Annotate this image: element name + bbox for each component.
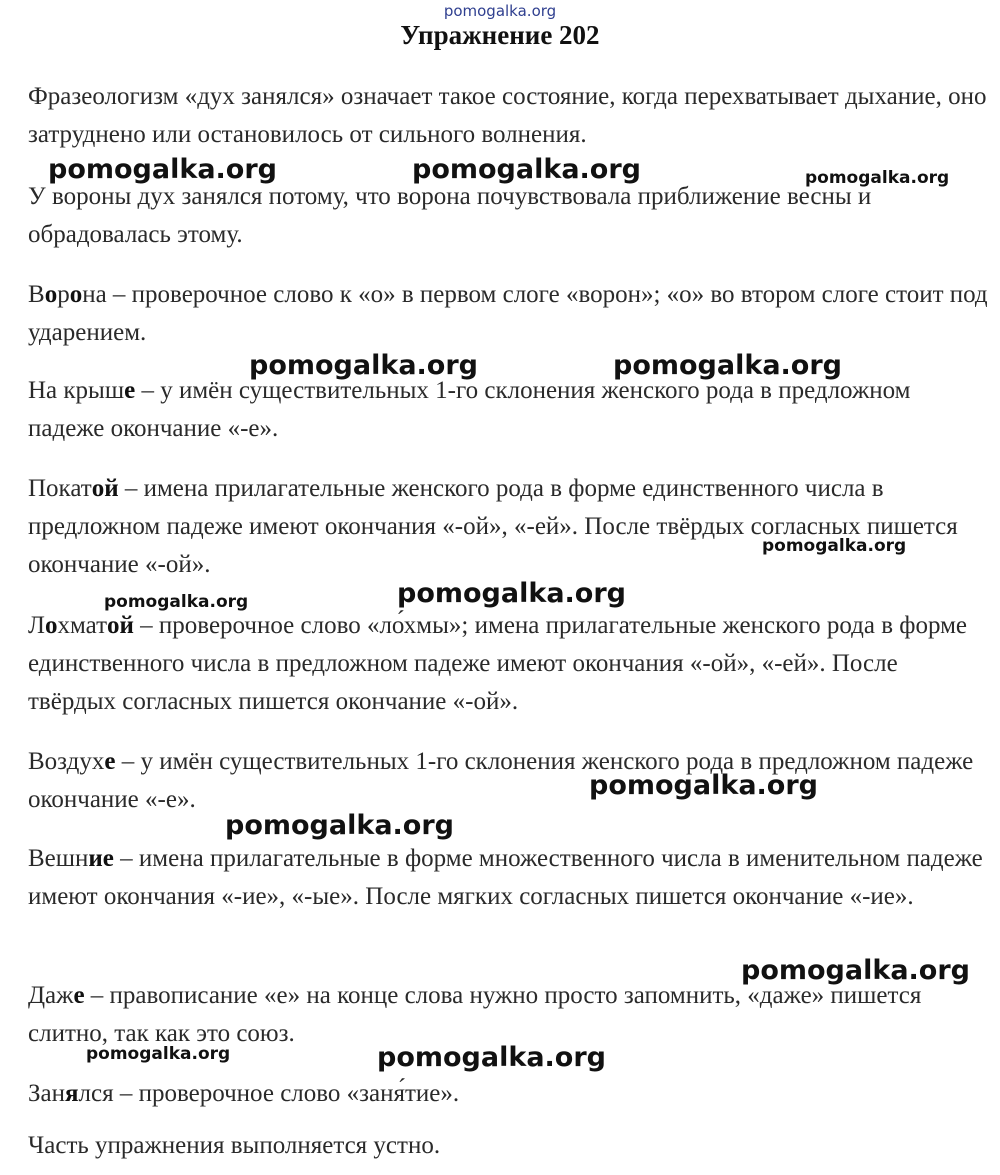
- paragraph-na-kryshe: На крыше – у имён существительных 1-го склонения женского рода в предложном падеже окончание «-е».: [28, 377, 911, 442]
- paragraph-phraseologism: Фразеологизм «дух занялся» означает такое состояние, когда перехватывает дыхание, оно затруднено или остановилось от сильного волнения.: [28, 83, 987, 148]
- watermark: pomogalka.org: [613, 350, 842, 381]
- watermark: pomogalka.org: [589, 770, 818, 801]
- watermark: pomogalka.org: [249, 350, 478, 381]
- paragraph-dazhe: Даже – правописание «е» на конце слова нужно просто запомнить, «даже» пишется слитно, так как это союз.: [28, 982, 922, 1047]
- watermark: pomogalka.org: [805, 168, 950, 188]
- watermark: pomogalka.org: [86, 1044, 231, 1064]
- paragraph-vozdukhe: Воздухе – у имён существительных 1-го склонения женского рода в предложном падеже окончание «-е».: [28, 748, 974, 813]
- watermark: pomogalka.org: [225, 810, 454, 841]
- exercise-title: Упражнение 202: [400, 20, 600, 50]
- paragraph-ustno: Часть упражнения выполняется устно.: [28, 1132, 441, 1159]
- paragraph-pokatoy: Покатой – имена прилагательные женского рода в форме единственного числа в предложном падеже имеют окончания «-ой», «-ей». После твёрдых согласных пишется окончание «-ой».: [28, 475, 958, 578]
- site-header: pomogalka.org: [443, 2, 557, 20]
- watermark: pomogalka.org: [762, 536, 907, 556]
- watermark: pomogalka.org: [48, 154, 277, 185]
- watermark: pomogalka.org: [397, 578, 626, 609]
- watermark: pomogalka.org: [412, 154, 641, 185]
- watermark: pomogalka.org: [377, 1042, 606, 1073]
- watermark: pomogalka.org: [741, 955, 970, 986]
- paragraph-crow: У вороны дух занялся потому, что ворона почувствовала приближение весны и обрадовалась этому.: [28, 183, 872, 248]
- paragraph-vorona: Ворона – проверочное слово к «о» в первом слоге «ворон»; «о» во втором слоге стоит под ударением.: [28, 281, 988, 346]
- paragraph-veshnie: Вешние – имена прилагательные в форме множественного числа в именительном падеже имеют окончания «-ие», «-ые». После мягких согласных пишется окончание «-ие».: [28, 845, 983, 910]
- paragraph-lokhmatoy: Лохматой – проверочное слово «ло́хмы»; имена прилагательные женского рода в форме единственного числа в предложном падеже имеют окончания «-ой», «-ей». После твёрдых согласных пишется окончание «-ой».: [28, 612, 967, 715]
- watermark: pomogalka.org: [104, 592, 249, 612]
- paragraph-zanyalsya: Занялся – проверочное слово «заня́тие».: [28, 1080, 460, 1107]
